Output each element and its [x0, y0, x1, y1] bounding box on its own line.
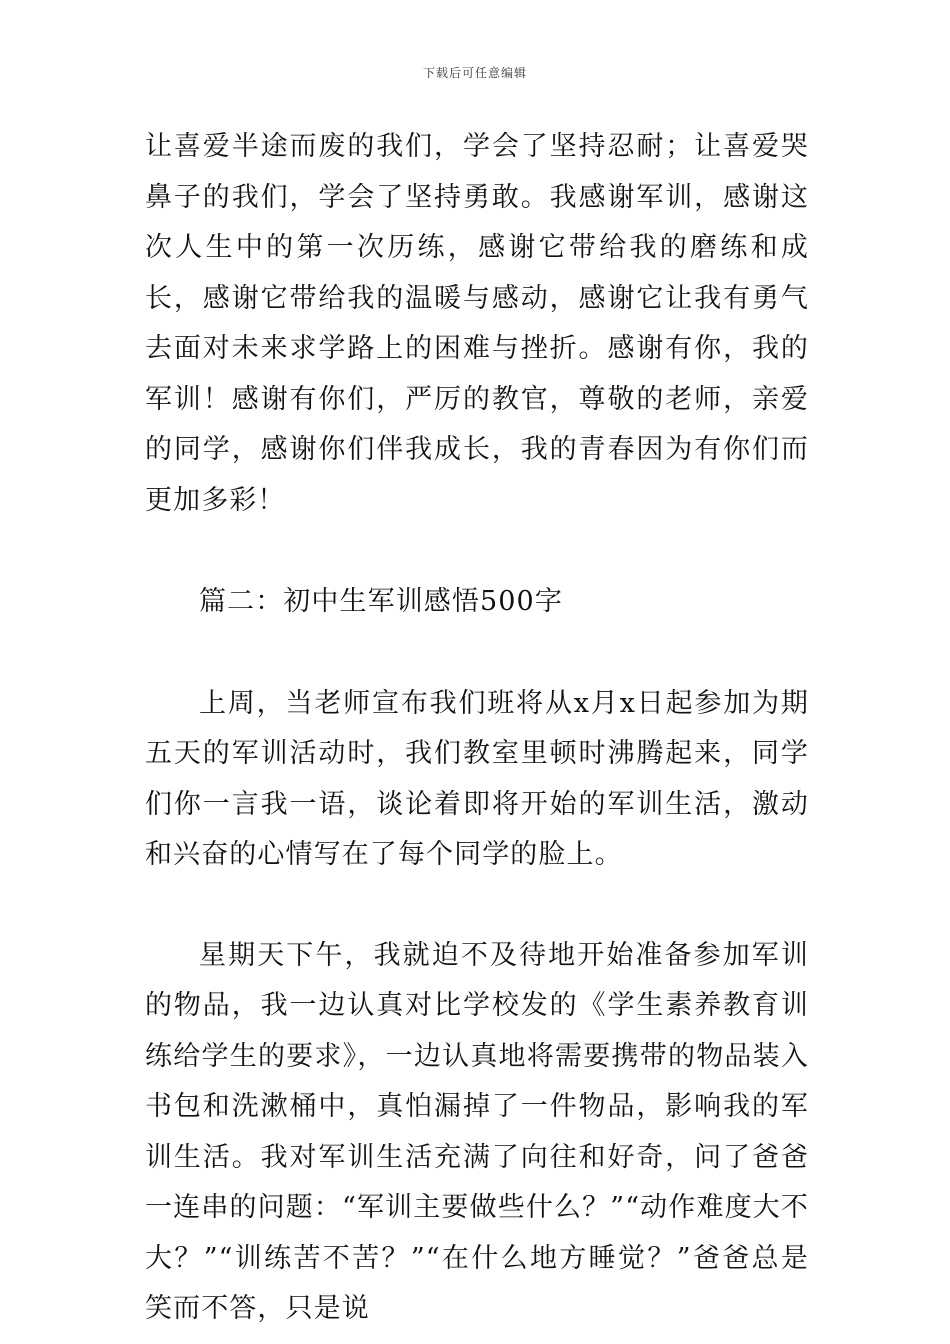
paragraph-2: 上周，当老师宣布我们班将从x月x日起参加为期五天的军训活动时，我们教室里顿时沸腾起来，同学们你一言我一语，谈论着即将开始的军训生活，激动和兴奋的心情写在了每个同学的脸上。: [145, 687, 809, 870]
section-title: 篇二：初中生军训感悟500字: [199, 586, 563, 617]
paragraph-1: 让喜爱半途而废的我们，学会了坚持忍耐；让喜爱哭鼻子的我们，学会了坚持勇敢。我感谢军训，感谢这次人生中的第一次历练，感谢它带给我的磨练和成长，感谢它带给我的温暖与感动，感谢它让我有勇气去面对未来求学路上的困难与挫折。感谢有你，我的军训！感谢有你们，严厉的教官，尊敬的老师，亲爱的同学，感谢你们伴我成长，我的青春因为有你们而更加多彩！: [145, 131, 809, 516]
page-header: 下载后可任意编辑: [422, 66, 527, 80]
paragraph-3: 星期天下午，我就迫不及待地开始准备参加军训的物品，我一边认真对比学校发的《学生素养教育训练给学生的要求》，一边认真地将需要携带的物品装入书包和洗漱桶中，真怕漏掉了一件物品，影响我的军训生活。我对军训生活充满了向往和好奇，问了爸爸一连串的问题：“军训主要做些什么？”“动作难度大不大？”“训练苦不苦？”“在什么地方睡觉？”爸爸总是笑而不答，只是说: [145, 939, 809, 1324]
document-body: [145, 122, 809, 1335]
